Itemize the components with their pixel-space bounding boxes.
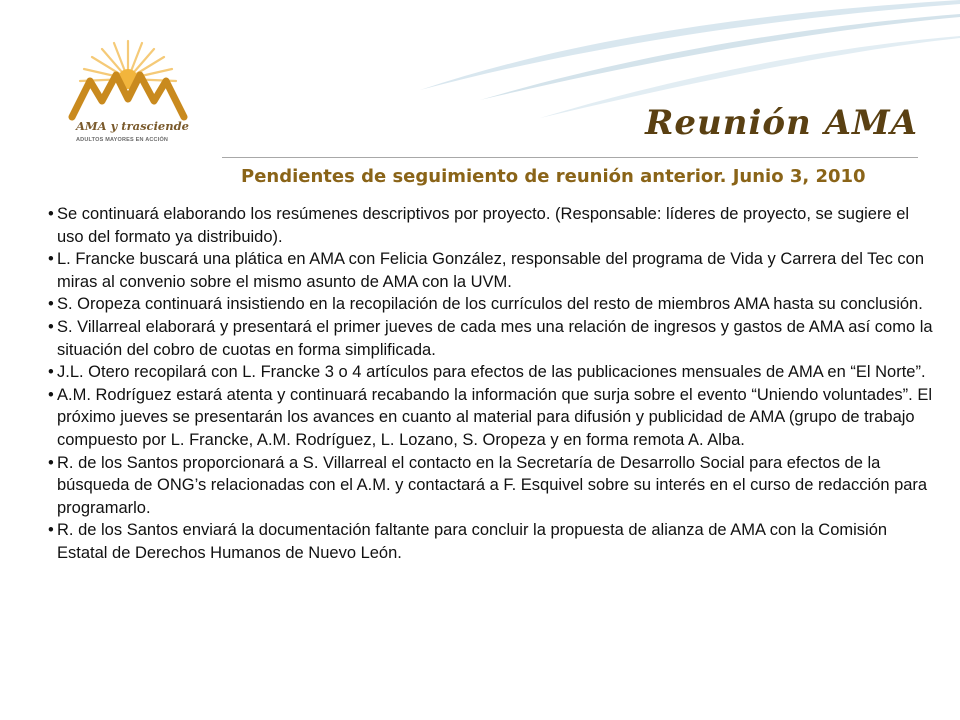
slide-title: Reunión AMA (645, 103, 918, 143)
slide-subtitle: Pendientes de seguimiento de reunión anterior. Junio 3, 2010 (241, 166, 866, 187)
logo-tagline: AMA y trasciende (76, 119, 189, 133)
list-item: • S. Villarreal elaborará y presentará el primer jueves de cada mes una relación de ingresos y gastos de AMA así como la situación del cobro de cuotas en forma simplificada. (48, 316, 936, 361)
list-item: • S. Oropeza continuará insistiendo en la recopilación de los currículos del resto de miembros AMA hasta su conclusión. (48, 293, 936, 316)
list-item: • Se continuará elaborando los resúmenes descriptivos por proyecto. (Responsable: líderes de proyecto, se sugiere el uso del formato ya distribuido). (48, 203, 936, 248)
pending-items-list (48, 203, 936, 565)
list-item: • R. de los Santos enviará la documentación faltante para concluir la propuesta de alianza de AMA con la Comisión Estatal de Derechos Humanos de Nuevo León. (48, 519, 936, 564)
title-divider (222, 157, 918, 158)
ama-sun-logo-icon (62, 37, 194, 121)
logo-subtitle: ADULTOS MAYORES EN ACCIÓN (76, 137, 169, 143)
list-item: • R. de los Santos proporcionará a S. Villarreal el contacto en la Secretaría de Desarrollo Social para efectos de la búsqueda de ONG’s relacionadas con el A.M. y contactará a F. Esquivel sobre su interés en el curso de redacción para programarlo. (48, 452, 936, 520)
list-item: • J.L. Otero recopilará con L. Francke 3 o 4 artículos para efectos de las publicaciones mensuales de AMA en “El Norte”. (48, 361, 936, 384)
list-item: • A.M. Rodríguez estará atenta y continuará recabando la información que surja sobre el evento “Uniendo voluntades”. El próximo jueves se presentarán los avances en cuanto al material para difusión y publicidad de AMA (grupo de trabajo compuesto por L. Francke, A.M. Rodríguez, L. Lozano, S. Oropeza y en forma remota A. Alba. (48, 384, 936, 452)
list-item: • L. Francke buscará una plática en AMA con Felicia González, responsable del programa de Vida y Carrera del Tec con miras al convenio sobre el mismo asunto de AMA con la UVM. (48, 248, 936, 293)
